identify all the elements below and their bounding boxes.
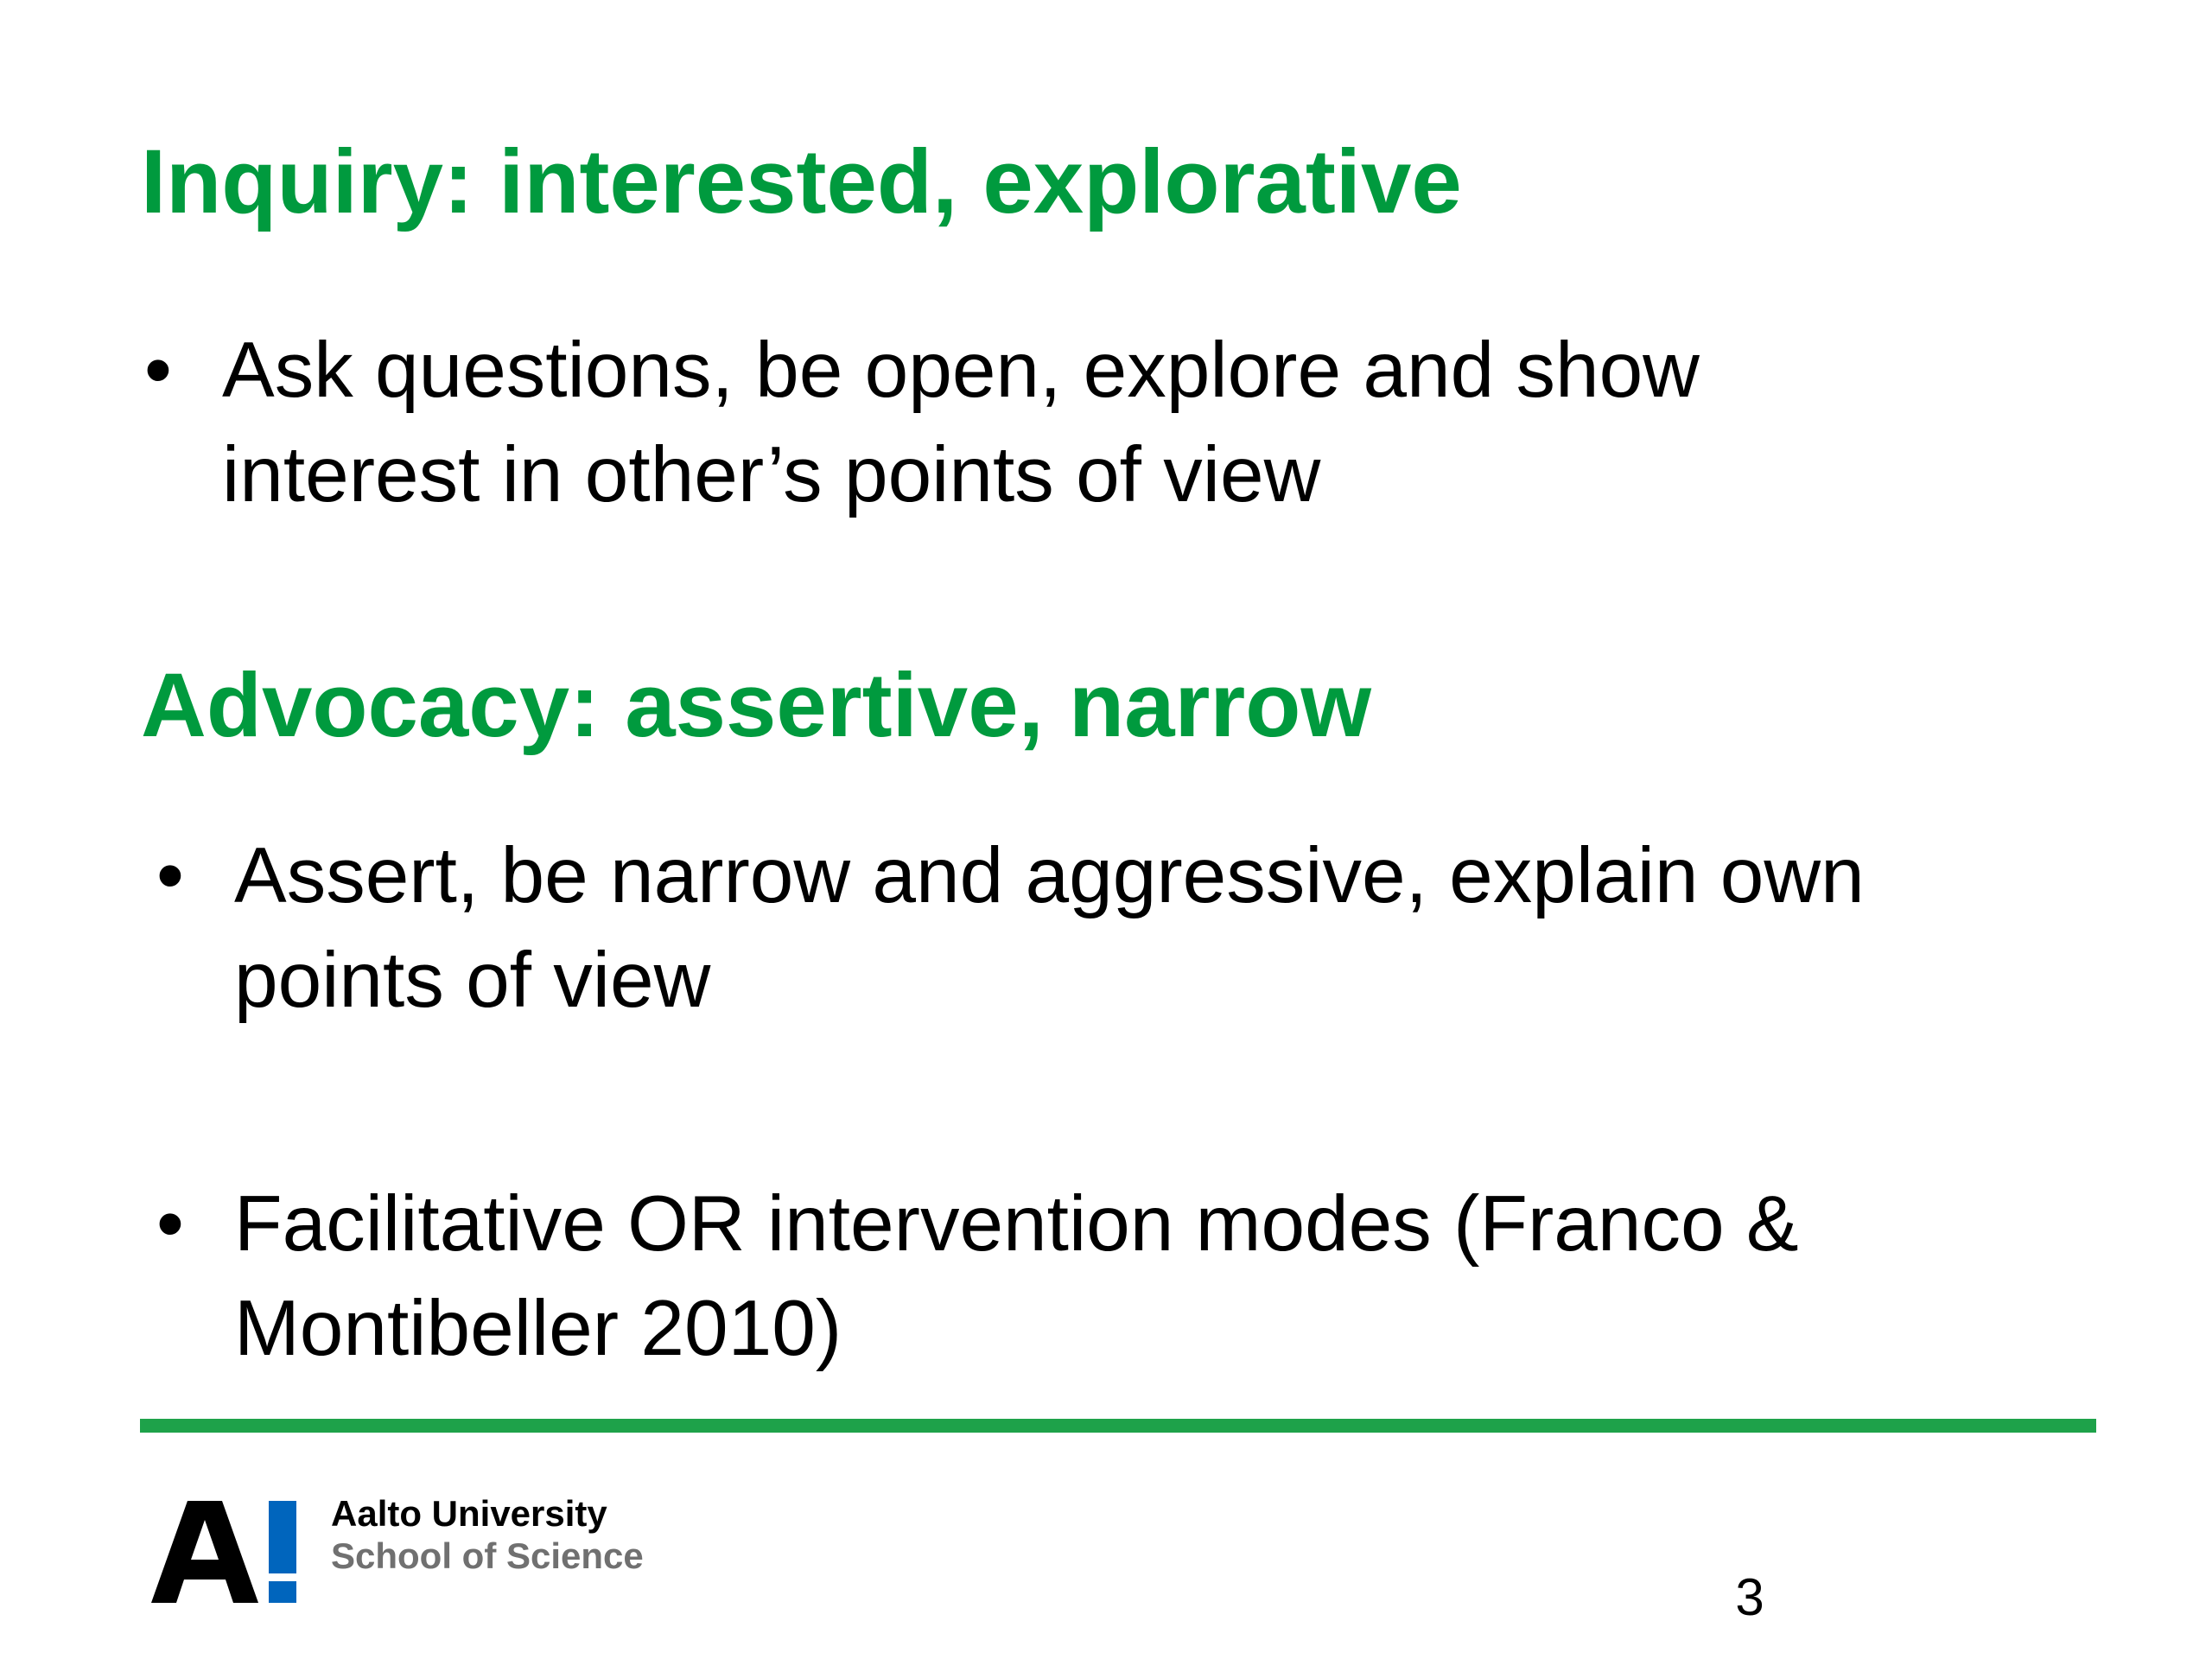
bullet-text-line: Assert, be narrow and aggressive, explain own bbox=[234, 832, 1865, 919]
bullet-marker: • bbox=[156, 832, 184, 919]
heading-advocacy: Advocacy: assertive, narrow bbox=[141, 655, 1372, 756]
bullet-marker: • bbox=[156, 1180, 184, 1268]
university-name: Aalto University bbox=[331, 1493, 607, 1534]
bullet-marker: • bbox=[144, 327, 172, 414]
bullet-text-line: interest in other’s points of view bbox=[222, 431, 1321, 518]
school-name: School of Science bbox=[331, 1535, 644, 1576]
bullet-item bbox=[144, 318, 1700, 527]
bullet-item bbox=[156, 1172, 1799, 1381]
bullet-text-line: Montibeller 2010) bbox=[234, 1285, 842, 1372]
bullet-text-line: points of view bbox=[234, 937, 711, 1024]
bullet-text-line: Ask questions, be open, explore and show bbox=[222, 327, 1700, 414]
bullet-text-line: Facilitative OR intervention modes (Franco & bbox=[234, 1180, 1799, 1268]
aalto-logo-icon bbox=[151, 1499, 298, 1605]
heading-inquiry: Inquiry: interested, explorative bbox=[141, 131, 1462, 232]
bullet-item bbox=[156, 823, 1865, 1033]
footer-divider bbox=[140, 1419, 2096, 1433]
page-number: 3 bbox=[1735, 1568, 1764, 1626]
